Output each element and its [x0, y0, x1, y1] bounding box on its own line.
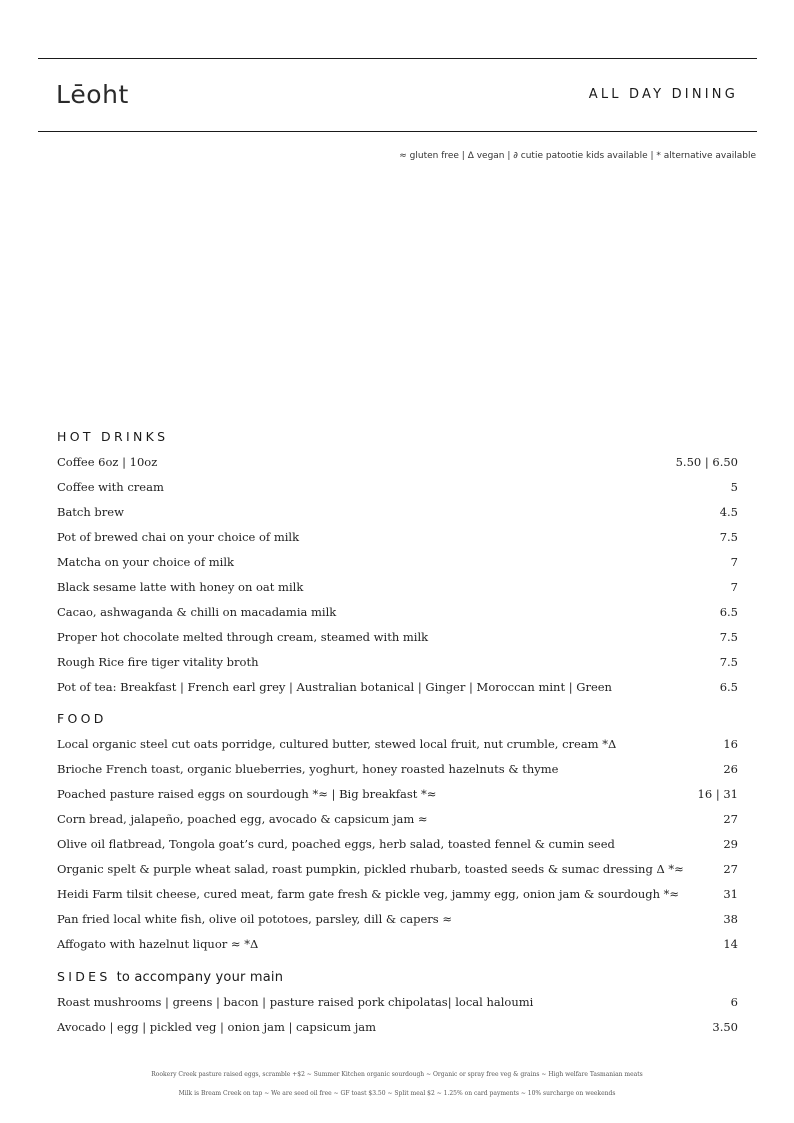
menu-item — [57, 454, 738, 479]
menu-item-name: Olive oil flatbread, Tongola goat’s curd, poached eggs, herb salad, toasted fennel & cumin seed — [57, 837, 615, 851]
menu-item-price: 6.5 — [719, 605, 738, 619]
menu-item-price: 7.5 — [719, 530, 738, 544]
menu-item-price: 16 — [723, 737, 738, 751]
menu-item-name: Cacao, ashwaganda & chilli on macadamia milk — [57, 605, 337, 619]
menu-item-price: 7.5 — [719, 630, 738, 644]
section-heading — [57, 429, 738, 445]
footer-note-sourcing: Rookery Creek pasture raised eggs, scramble +$2 ~ Summer Kitchen organic sourdough ~ Organic or spray free veg & grains ~ High welfare Tasmanian meats — [151, 1071, 643, 1078]
section-title: FOOD — [57, 711, 107, 726]
menu-item-name: Black sesame latte with honey on oat milk — [57, 580, 304, 594]
menu-item — [57, 629, 738, 654]
section-hot-drinks — [57, 429, 738, 704]
menu-item-name: Heidi Farm tilsit cheese, cured meat, farm gate fresh & pickle veg, jammy egg, onion jam & sourdough *≈ — [57, 887, 680, 901]
menu-item-price: 27 — [723, 862, 738, 876]
menu-item — [57, 911, 738, 936]
menu-item-price: 16 | 31 — [697, 787, 738, 801]
menu-item-price: 38 — [723, 912, 738, 926]
menu-item-price: 5.50 | 6.50 — [675, 455, 738, 469]
menu-item — [57, 529, 738, 554]
header-top-rule — [38, 58, 757, 59]
menu-item — [57, 736, 738, 761]
section-food — [57, 711, 738, 961]
menu-item-list — [57, 454, 738, 704]
page-title: ALL DAY DINING — [588, 87, 738, 102]
menu-item-name: Coffee 6oz | 10oz — [57, 455, 158, 469]
menu-item-price: 6 — [730, 995, 738, 1009]
menu-item-price: 4.5 — [719, 505, 738, 519]
section-subtitle: to accompany your main — [116, 970, 284, 985]
menu-item — [57, 604, 738, 629]
menu-item-price: 29 — [723, 837, 738, 851]
menu-item-price: 7 — [730, 580, 738, 594]
menu-item — [57, 654, 738, 679]
footer-note-policies: Milk is Bream Creek on tap ~ We are seed oil free ~ GF toast $3.50 ~ Split meal $2 ~ 1.25% on card payments ~ 10% surcharge on weekends — [178, 1090, 616, 1097]
menu-item-name: Roast mushrooms | greens | bacon | pasture raised pork chipolatas| local haloumi — [57, 995, 534, 1009]
section-sides — [57, 969, 738, 1044]
menu-item — [57, 936, 738, 961]
menu-item-price: 14 — [723, 937, 738, 951]
menu-item-name: Organic spelt & purple wheat salad, roast pumpkin, pickled rhubarb, toasted seeds & sumac dressing Δ *≈ — [57, 862, 684, 876]
menu-item-price: 27 — [723, 812, 738, 826]
menu-item-price: 6.5 — [719, 680, 738, 694]
menu-item-name: Matcha on your choice of milk — [57, 555, 234, 569]
menu-item-name: Pan fried local white fish, olive oil pototoes, parsley, dill & capers ≈ — [57, 912, 452, 926]
menu-item — [57, 786, 738, 811]
menu-item-name: Affogato with hazelnut liquor ≈ *Δ — [57, 937, 259, 951]
menu-item — [57, 1019, 738, 1044]
menu-item — [57, 994, 738, 1019]
menu-item-name: Brioche French toast, organic blueberries, yoghurt, honey roasted hazelnuts & thyme — [57, 762, 559, 776]
menu-item-name: Local organic steel cut oats porridge, cultured butter, stewed local fruit, nut crumble, cream *Δ — [57, 737, 617, 751]
menu-item — [57, 811, 738, 836]
menu-item-price: 3.50 — [712, 1020, 738, 1034]
section-heading — [57, 969, 738, 985]
menu-item — [57, 479, 738, 504]
menu-item-name: Batch brew — [57, 505, 124, 519]
menu-item-price: 31 — [723, 887, 738, 901]
menu-item — [57, 861, 738, 886]
section-title: SIDES — [57, 969, 111, 984]
menu-item-price: 7 — [730, 555, 738, 569]
menu-item-name: Corn bread, jalapeño, poached egg, avocado & capsicum jam ≈ — [57, 812, 428, 826]
header-bottom-rule — [38, 131, 757, 132]
menu-item-name: Avocado | egg | pickled veg | onion jam | capsicum jam — [57, 1020, 377, 1034]
menu-item — [57, 761, 738, 786]
menu-item-name: Rough Rice fire tiger vitality broth — [57, 655, 259, 669]
menu-item — [57, 679, 738, 704]
menu-item-price: 26 — [723, 762, 738, 776]
menu-item — [57, 504, 738, 529]
menu-item-name: Pot of tea: Breakfast | French earl grey | Australian botanical | Ginger | Moroccan mint | Green — [57, 680, 612, 694]
section-heading — [57, 711, 738, 727]
menu-item-price: 7.5 — [719, 655, 738, 669]
section-title: HOT DRINKS — [57, 429, 169, 444]
menu-item — [57, 579, 738, 604]
menu-item-name: Proper hot chocolate melted through cream, steamed with milk — [57, 630, 429, 644]
brand-logo: Lēoht — [56, 80, 129, 109]
menu-item — [57, 886, 738, 911]
menu-item — [57, 554, 738, 579]
dietary-legend: ≈ gluten free | Δ vegan | ∂ cutie patootie kids available | * alternative available — [399, 151, 756, 161]
menu-item-name: Pot of brewed chai on your choice of milk — [57, 530, 300, 544]
menu-item-price: 5 — [730, 480, 738, 494]
menu-item-list — [57, 994, 738, 1044]
menu-item-name: Poached pasture raised eggs on sourdough *≈ | Big breakfast *≈ — [57, 787, 437, 801]
menu-item-list — [57, 736, 738, 961]
menu-item-name: Coffee with cream — [57, 480, 164, 494]
menu-item — [57, 836, 738, 861]
